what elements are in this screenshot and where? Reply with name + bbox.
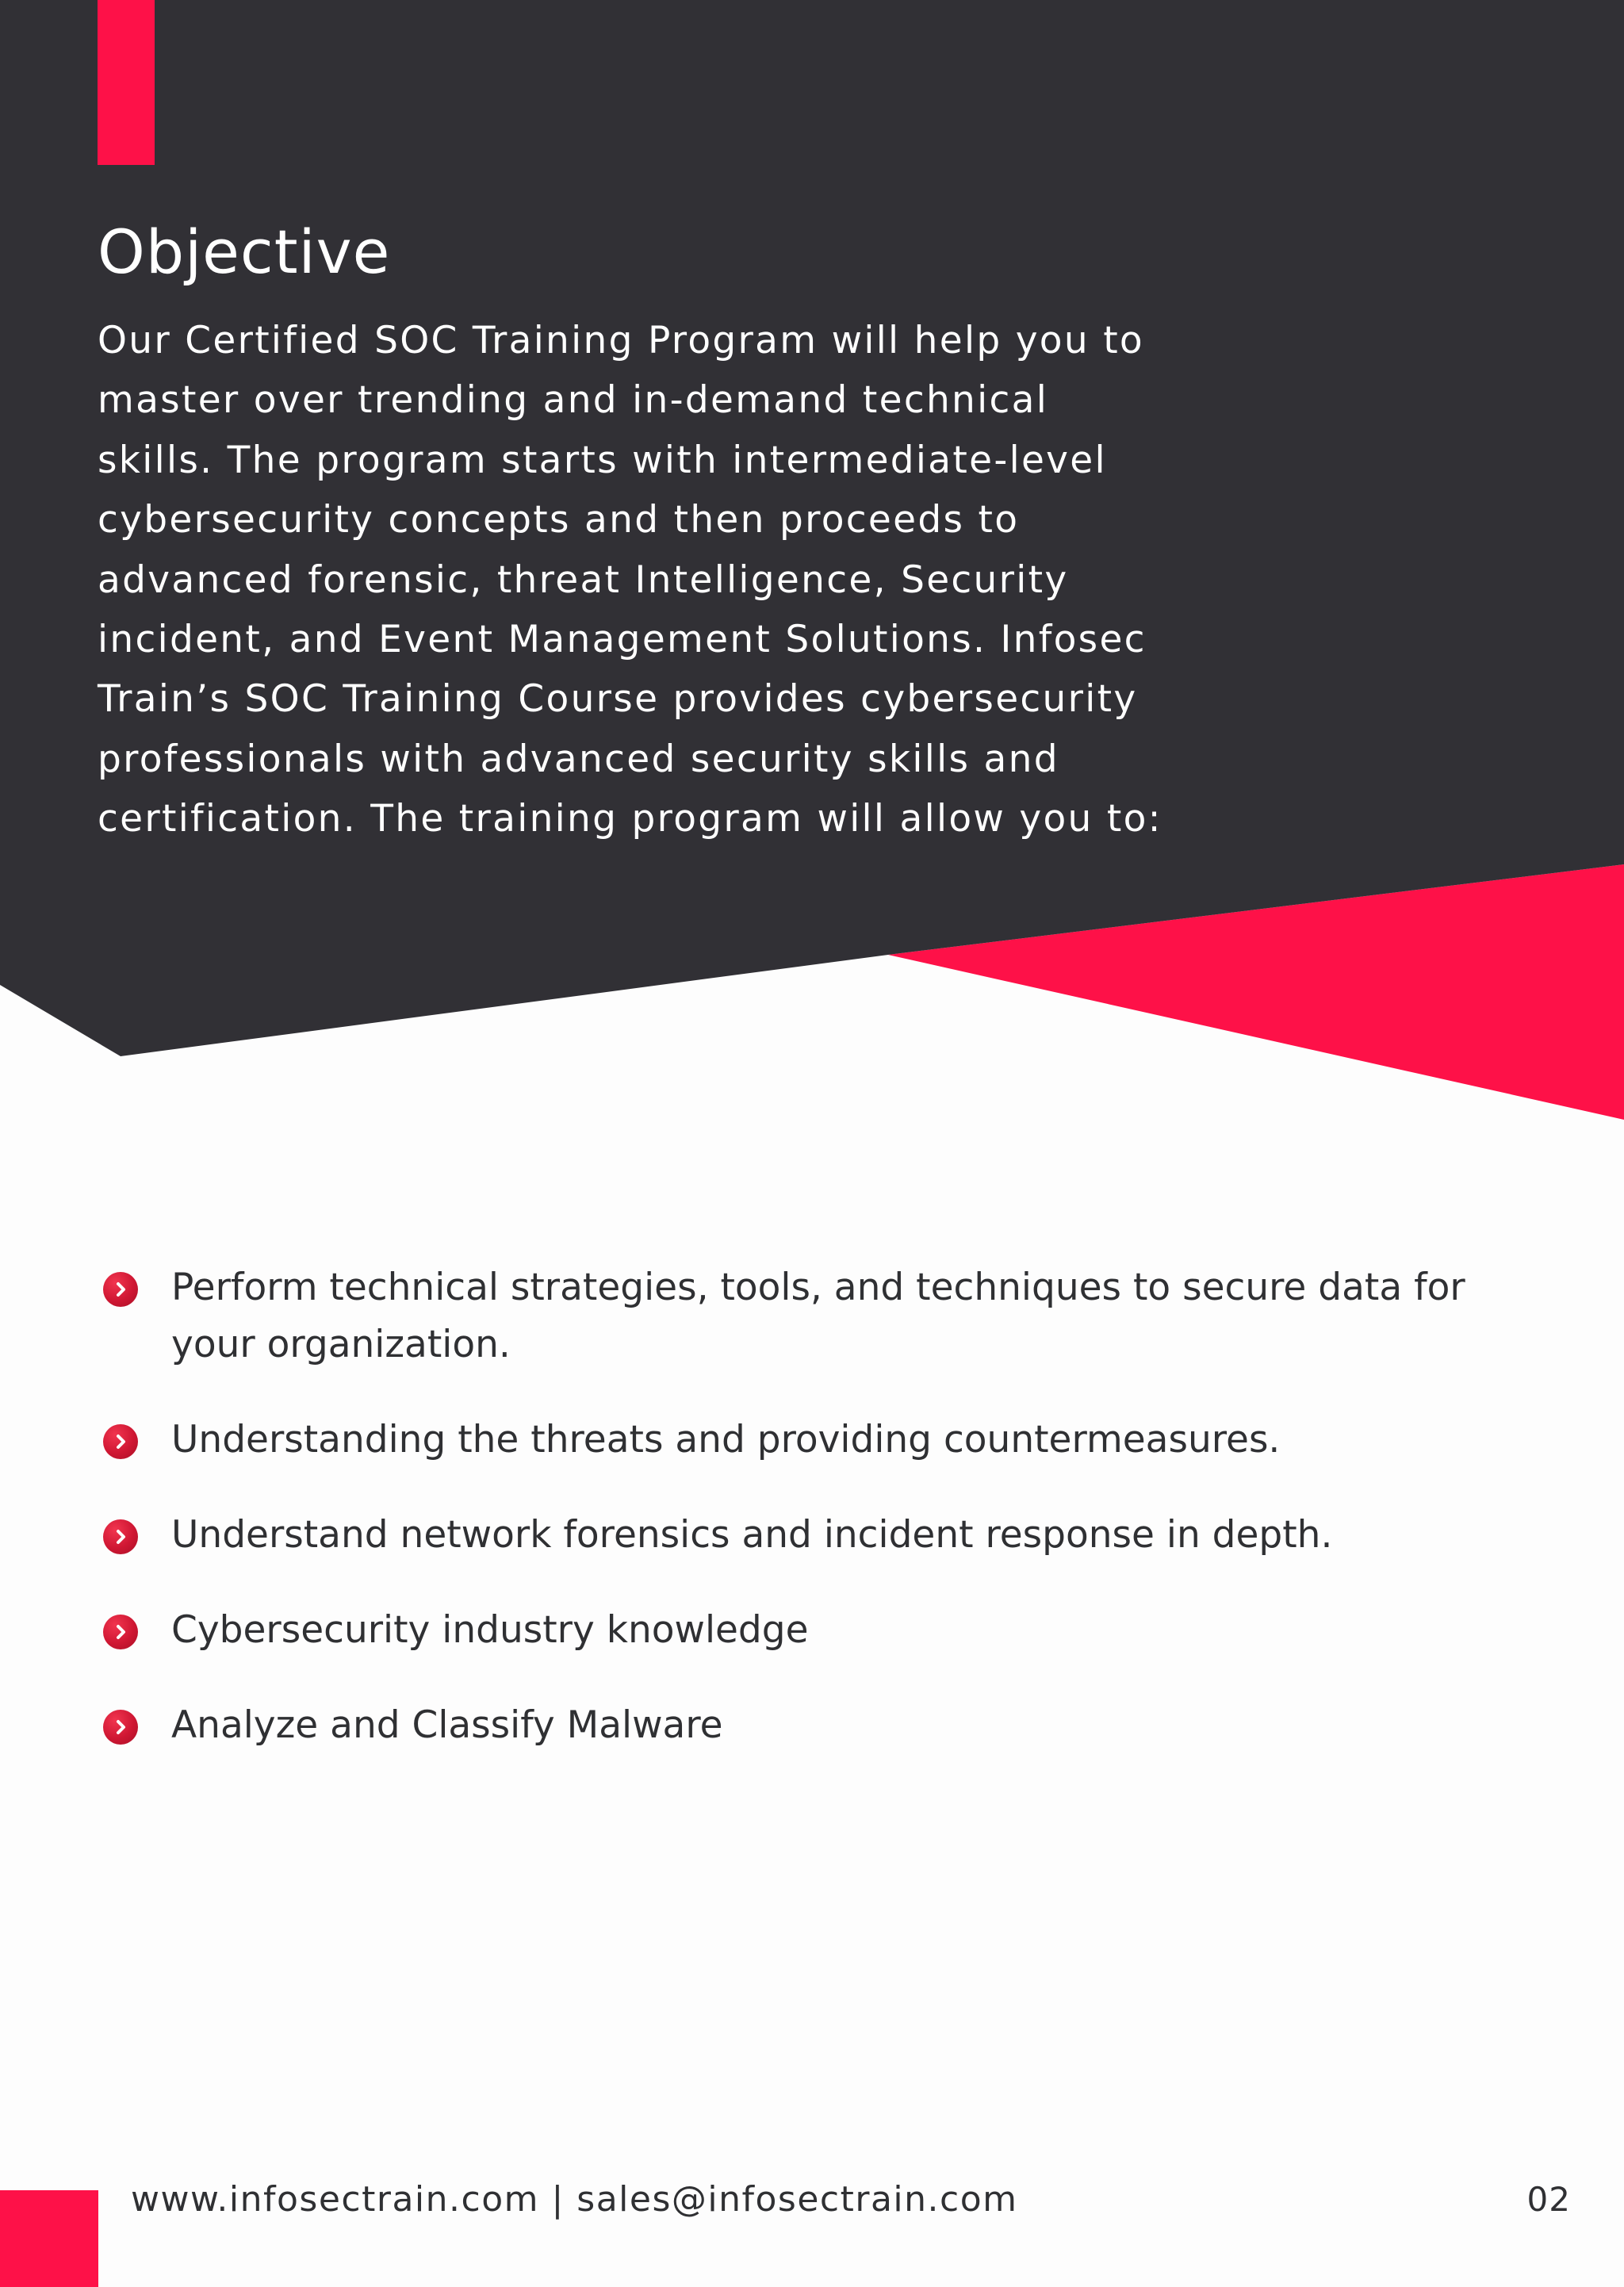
chevron-right-circle-icon [103, 1424, 138, 1459]
bullet-item [103, 1507, 1499, 1564]
objectives-bullet-list [103, 1259, 1499, 1792]
top-accent-bar [98, 0, 155, 165]
page-number: 02 [1526, 2180, 1571, 2219]
chevron-right-circle-icon [103, 1710, 138, 1745]
bullet-item [103, 1697, 1499, 1754]
chevron-right-circle-icon [103, 1519, 138, 1554]
bullet-text: Analyze and Classify Malware [171, 1703, 723, 1747]
bullet-item [103, 1602, 1499, 1659]
chevron-right-circle-icon [103, 1615, 138, 1649]
bullet-text: Understand network forensics and incident response in depth. [171, 1513, 1333, 1557]
bullet-text: Understanding the threats and providing countermeasures. [171, 1418, 1281, 1461]
bullet-text: Perform technical strategies, tools, and techniques to secure data for your organization. [171, 1266, 1465, 1366]
bullet-item [103, 1412, 1499, 1469]
bullet-item [103, 1259, 1499, 1373]
chevron-right-circle-icon [103, 1272, 138, 1307]
bullet-text: Cybersecurity industry knowledge [171, 1608, 809, 1652]
footer-accent-square [0, 2190, 98, 2287]
objective-paragraph: Our Certified SOC Training Program will help you to master over trending and in-demand technical skills. The program starts with intermediate-level cybersecurity concepts and then proceeds to advanced forensic, threat Intelligence, Security incident, and Event Management Solutions. Infosec Train’s SOC Training Course provides cybersecurity professionals with advanced security skills and certification. The training program will allow you to: [98, 319, 1162, 841]
footer-contact-info: www.infosectrain.com | sales@infosectrain.com [131, 2179, 1018, 2220]
objective-heading: Objective [98, 216, 391, 287]
